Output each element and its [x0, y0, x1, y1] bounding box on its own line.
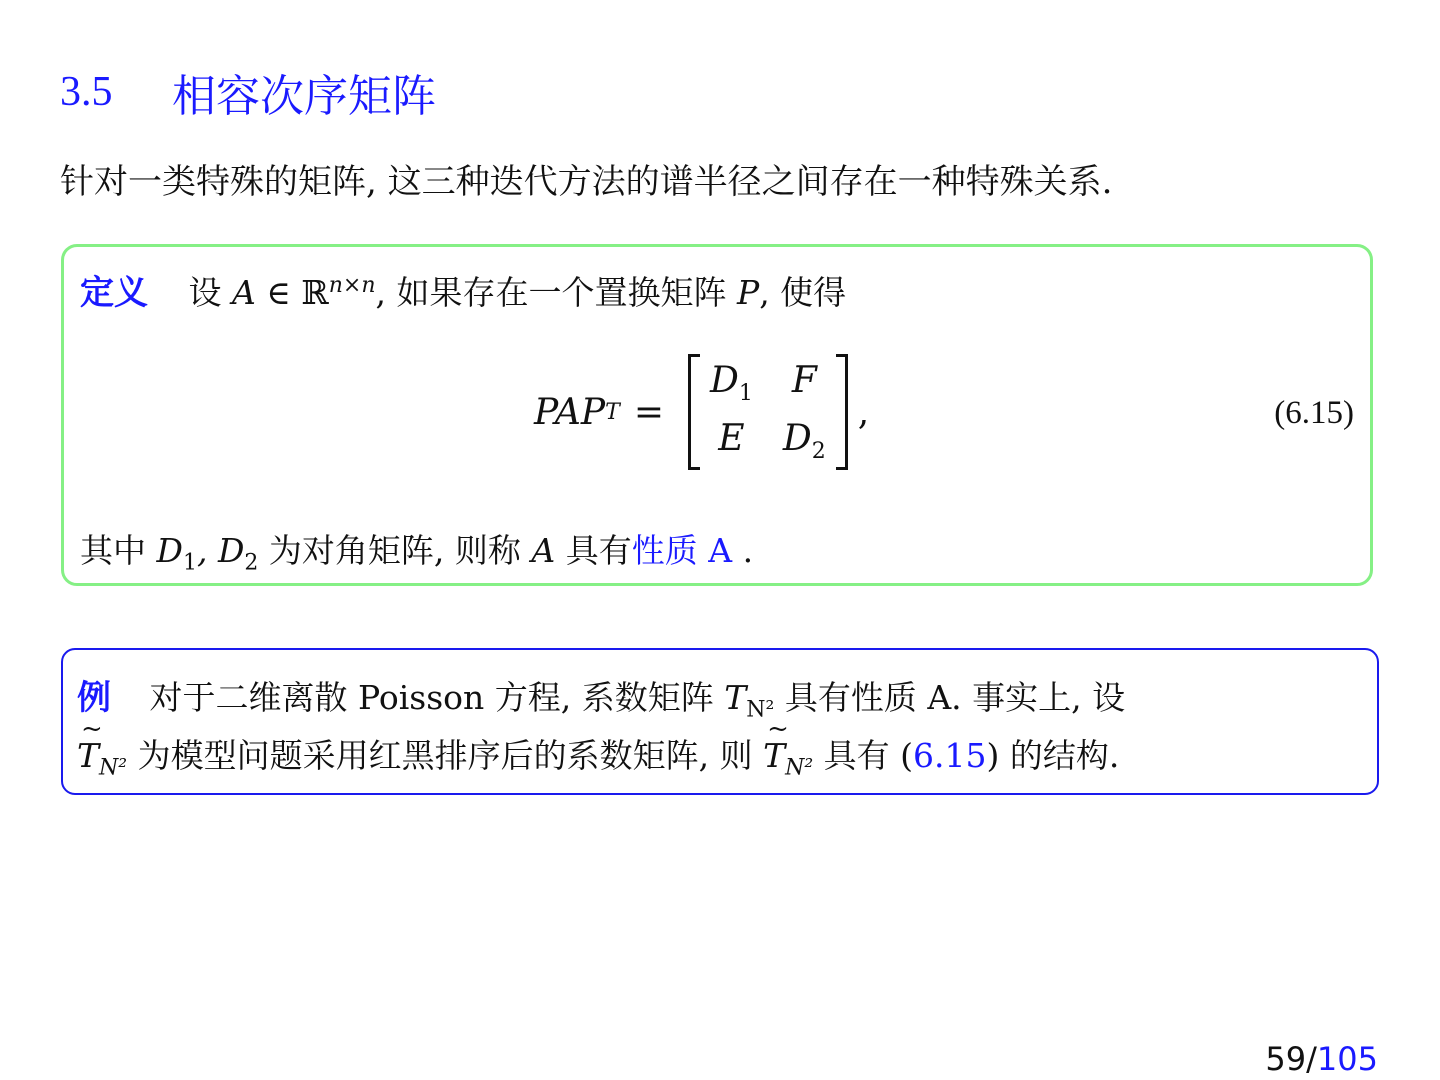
definition-box: [61, 244, 1373, 586]
matrix-cell: E: [718, 418, 745, 459]
page-counter: 59/105: [1265, 1040, 1378, 1078]
matrix-cell: F: [791, 359, 817, 401]
definition-line-1: 定义 设 A ∈ ℝ$^{n\times n}$, 如果存在一个置换矩阵 P, 使得: [80, 273, 847, 313]
definition-line-2: 其中 $D_1$, $D_2$ 为对角矩阵, 则称 A 具有性质 A .: [80, 531, 754, 576]
intro-paragraph: 针对一类特殊的矩阵, 这三种迭代方法的谱半径之间存在一种特殊关系.: [60, 162, 1113, 202]
example-line-1: 例 对于二维离散 Poisson 方程, 系数矩阵 $T_{N^2}$ 具有性质 A. 事实上, 设: [77, 678, 1126, 723]
total-pages-link[interactable]: 105: [1316, 1040, 1378, 1078]
matrix-cell: $D_1$: [710, 359, 753, 406]
property-a-link[interactable]: 性质 A: [631, 531, 733, 570]
equation: PAP T = $D_1$ F E $D_2$ ,: [534, 347, 869, 477]
example-box: [61, 648, 1379, 795]
section-heading: 相容次序矩阵: [172, 71, 436, 122]
example-line-2: ~ $T_{N^2}$ 为模型问题采用红黑排序后的系数矩阵, 则 ~ $T_{N^2}$ 具有 (6.15) 的结构.: [77, 730, 1119, 781]
section-number: 3.5: [60, 69, 113, 115]
definition-label: 定义: [80, 273, 148, 313]
example-label: 例: [77, 678, 111, 718]
section-title: [60, 62, 436, 122]
equation-ref-link[interactable]: 6.15: [913, 736, 987, 775]
equation-number: (6.15): [1274, 395, 1354, 431]
block-matrix: [688, 354, 848, 470]
matrix-cell: $D_2$: [782, 418, 826, 465]
